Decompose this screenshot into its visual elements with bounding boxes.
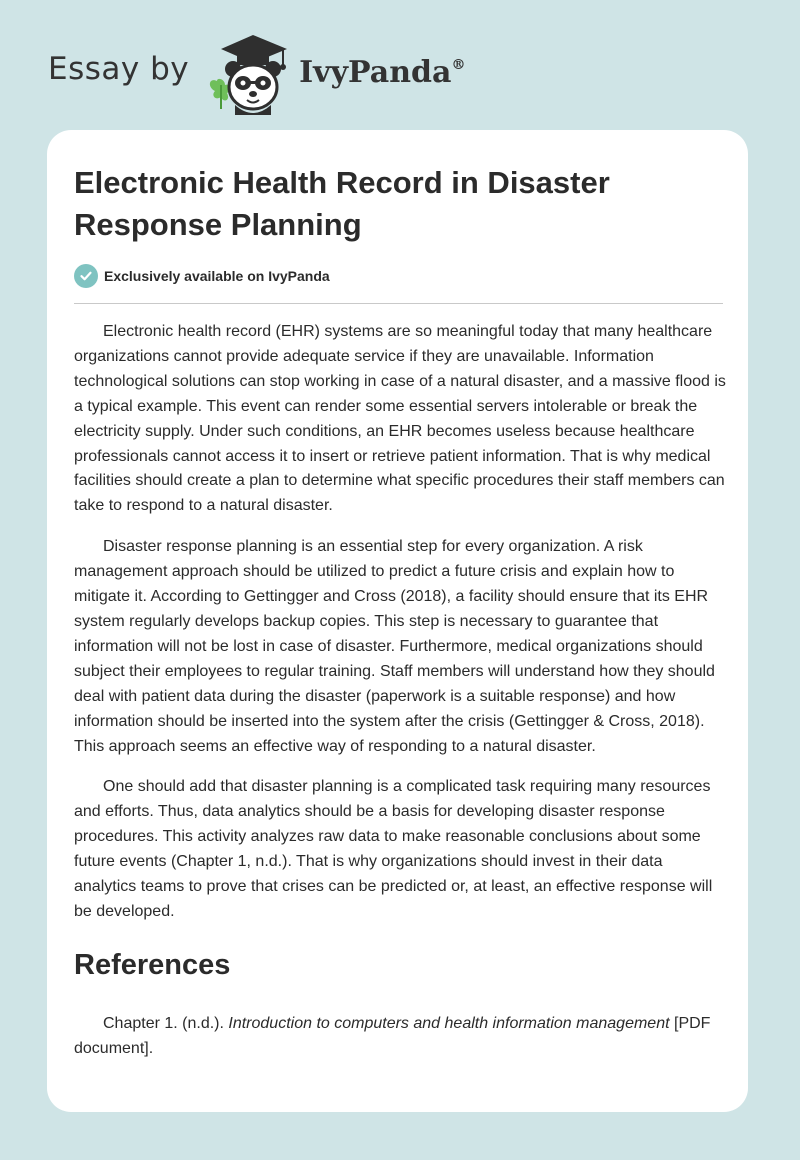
panda-graduate-logo-icon[interactable] xyxy=(203,31,293,115)
essay-body xyxy=(74,320,726,1061)
registered-mark: ® xyxy=(451,56,466,73)
paragraph: One should add that disaster planning is a complicated task requiring many resources and efforts. Thus, data analytics should be a basis for developing disaster response procedures. This activity analyzes raw data to make reasonable conclusions about some future events (Chapter 1, n.d.). That is why organizations should invest in their data analytics teams to prove that crises can be predicted or, at least, an effective response will be developed. xyxy=(74,778,713,920)
essay-by-label: Essay by xyxy=(48,51,190,87)
references-heading: References xyxy=(74,948,231,981)
brand-name[interactable]: IvyPanda® xyxy=(299,54,466,90)
divider xyxy=(74,303,723,304)
exclusive-label: Exclusively available on IvyPanda xyxy=(104,268,330,284)
reference-rest: [PDF document]. xyxy=(74,1014,711,1057)
paragraph: Disaster response planning is an essential step for every organization. A risk management approach should be utilized to predict a future crisis and explain how to mitigate it. According to Gettingger and Cross (2018), a facility should ensure that its EHR system regularly develops backup copies. This step is necessary to guarantee that information will not be lost in case of disaster. Furthermore, medical organizations should subject their employees to regular training. Staff members will understand how they should deal with patient data during the disaster (paperwork is a suitable response) and how information should be inserted into the system after the crisis (Gettingger & Cross, 2018). This approach seems an effective way of responding to a natural disaster. xyxy=(74,538,715,755)
reference-author: Chapter 1. (n.d.). xyxy=(103,1014,229,1032)
paragraph: Electronic health record (EHR) systems are so meaningful today that many healthcare organizations cannot provide adequate service if they are unavailable. Information technological solutions can stop working in case of a natural disaster, and a massive flood is a typical example. This event can render some essential servers intolerable or break the electricity supply. Under such conditions, an EHR becomes useless because healthcare professionals cannot access it to insert or retrieve patient information. That is why medical facilities should create a plan to determine what specific procedures their staff members can take to respond to a natural disaster. xyxy=(74,323,726,515)
reference-title: Introduction to computers and health information management xyxy=(228,1014,670,1032)
reference-item xyxy=(74,1011,726,1061)
essay-card xyxy=(47,130,748,1112)
site-header xyxy=(48,28,465,118)
check-circle-icon xyxy=(74,264,98,288)
exclusive-badge xyxy=(74,264,330,288)
page-title: Electronic Health Record in Disaster Response Planning xyxy=(74,165,610,242)
